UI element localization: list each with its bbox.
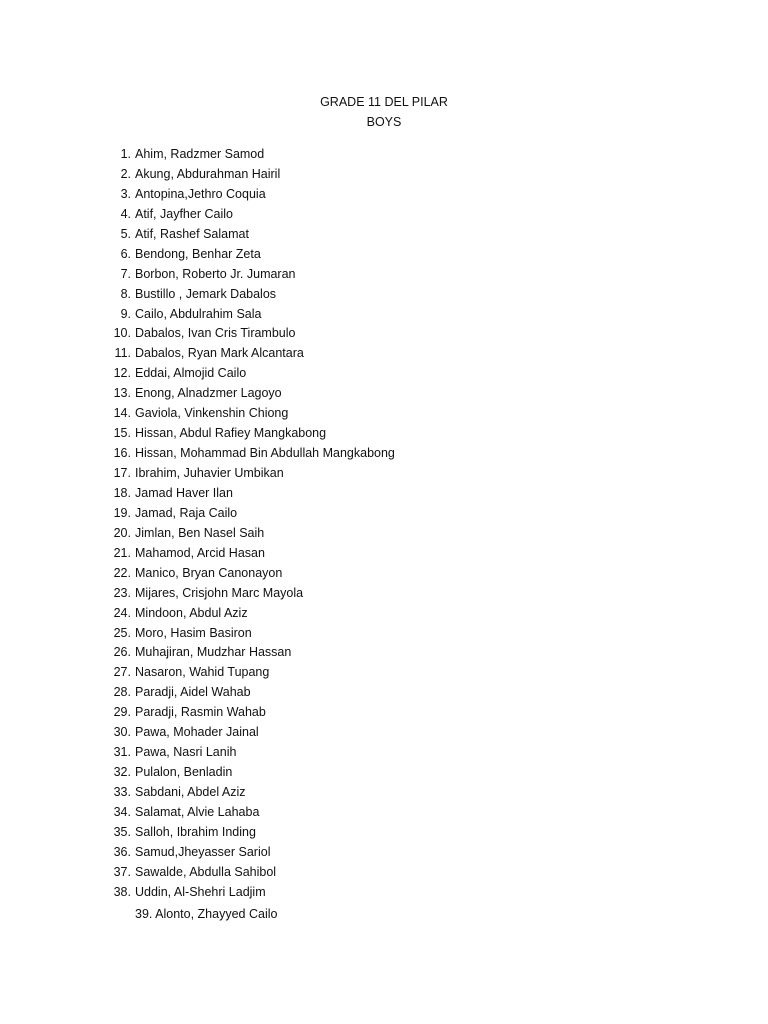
student-row [0,585,768,605]
student-number: 16. [113,446,131,461]
student-name: Atif, Jayfher Cailo [135,206,233,221]
student-number: 5. [120,226,131,241]
student-row [0,445,768,465]
student-name: Mahamod, Arcid Hasan [135,545,265,560]
student-name: Sabdani, Abdel Aziz [135,785,246,799]
student-number: 14. [113,406,131,421]
student-number: 22. [113,565,131,580]
student-name: Dabalos, Ryan Mark Alcantara [135,346,304,361]
student-name: Hissan, Abdul Rafiey Mangkabong [135,426,327,441]
student-number: 2. [120,166,131,181]
student-name: Bustillo , Jemark Dabalos [135,286,277,301]
student-row [0,545,768,565]
student-number: 17. [113,466,131,480]
student-number: 20. [113,525,131,540]
student-name: Gaviola, Vinkenshin Chiong [135,406,289,421]
student-number: 7. [120,266,131,281]
student-name: Hissan, Mohammad Bin Abdullah Mangkabong [135,446,395,461]
student-number: 11. [114,346,131,361]
student-row [0,784,768,804]
student-name: Akung, Abdurahman Hairil [135,166,281,181]
student-name: Sawalde, Abdulla Sahibol [135,864,277,879]
student-row [0,226,768,246]
student-row [0,186,768,206]
student-number: 8. [120,286,131,301]
document-title: GRADE 11 DEL PILAR [320,95,448,109]
student-number: 36. [113,844,131,859]
student-row [0,266,768,286]
student-number: 24. [113,605,131,620]
student-number: 38. [113,884,131,899]
student-name: Cailo, Abdulrahim Sala [135,306,262,321]
student-number: 30. [113,725,131,740]
student-row [0,704,768,724]
student-row [0,664,768,684]
student-name: Nasaron, Wahid Tupang [135,665,270,680]
student-number: 32. [113,765,131,780]
student-number: 26. [113,645,131,660]
document-subtitle: BOYS [366,115,402,129]
student-row [0,644,768,664]
student-name: Samud,Jheyasser Sariol [135,844,271,859]
student-row [0,724,768,744]
student-row [0,385,768,405]
student-row [0,365,768,385]
student-number: 23. [113,585,131,600]
student-row [0,864,768,884]
student-number: 27. [113,665,131,680]
student-number: 6. [120,246,131,261]
student-number: 35. [113,824,131,839]
student-name: Borbon, Roberto Jr. Jumaran [135,266,296,281]
student-number: 4. [120,206,131,221]
student-name: Pawa, Mohader Jainal [135,725,259,740]
student-name: Ahim, Radzmer Samod [135,147,265,161]
student-name: Pulalon, Benladin [135,765,233,780]
student-row [0,166,768,186]
student-row [0,286,768,306]
student-name: Mijares, Crisjohn Marc Mayola [135,585,304,600]
student-list [0,146,768,904]
student-number: 31. [113,745,131,760]
student-row [0,684,768,704]
student-name: Ibrahim, Juhavier Umbikan [135,466,284,480]
student-number: 25. [113,625,131,640]
student-number: 18. [113,485,131,500]
student-name: Bendong, Benhar Zeta [135,246,261,261]
student-number: 9. [120,306,131,321]
student-name: Jamad, Raja Cailo [135,505,238,520]
student-name: Pawa, Nasri Lanih [135,745,237,760]
student-name: Atif, Rashef Salamat [135,226,249,241]
student-row [0,345,768,365]
student-name: Salamat, Alvie Lahaba [135,804,260,819]
student-row [0,804,768,824]
student-row [0,405,768,425]
student-name: Dabalos, Ivan Cris Tirambulo [135,326,296,341]
student-number: 19. [113,505,131,520]
student-name: Uddin, Al-Shehri Ladjim [135,884,266,899]
student-name: Antopina,Jethro Coquia [135,186,266,201]
student-row [0,146,768,166]
student-number: 12. [113,366,131,381]
student-name: Manico, Bryan Canonayon [135,565,283,580]
student-number: 34. [113,804,131,819]
student-number: 3. [120,186,131,201]
student-name: Salloh, Ibrahim Inding [135,824,256,839]
student-number: 10. [113,326,131,341]
student-row [0,625,768,645]
student-row [0,325,768,345]
student-row [0,485,768,505]
student-name: Eddai, Almojid Cailo [135,366,247,381]
student-row [0,844,768,864]
student-name: Moro, Hasim Basiron [135,625,252,640]
student-number: 13. [113,386,131,401]
student-row [0,425,768,445]
student-name: Muhajiran, Mudzhar Hassan [135,645,292,660]
student-number: 1. [120,147,131,161]
student-row [0,884,768,904]
student-name: Paradji, Aidel Wahab [135,685,251,700]
student-name: Paradji, Rasmin Wahab [135,705,266,720]
student-row [0,824,768,844]
student-row [0,505,768,525]
student-name: Jimlan, Ben Nasel Saih [135,525,265,540]
student-row [0,565,768,585]
student-name: Jamad Haver Ilan [135,485,233,500]
student-number: 21. [113,545,131,560]
student-row [0,206,768,226]
student-number: 28. [113,685,131,700]
student-row [0,525,768,545]
student-row [0,605,768,625]
student-number: 15. [113,426,131,441]
student-row [0,764,768,784]
student-row [0,306,768,326]
student-number: 33. [113,785,131,799]
student-number: 29. [113,705,131,720]
student-row [0,465,768,485]
student-row [0,246,768,266]
student-row [0,744,768,764]
extra-student-entry: 39. Alonto, Zhayyed Cailo [135,907,278,922]
student-name: Mindoon, Abdul Aziz [135,605,248,620]
student-number: 37. [113,864,131,879]
student-name: Enong, Alnadzmer Lagoyo [135,386,282,401]
